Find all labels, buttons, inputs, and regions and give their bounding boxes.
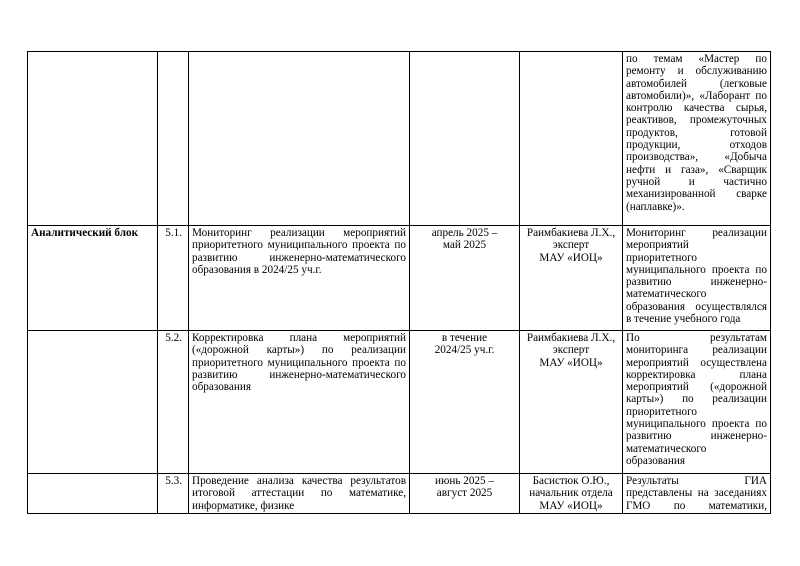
plan-table — [27, 51, 771, 514]
responsible-cell: Раимбакиева Л.Х., эксперт МАУ «ИОЦ» — [520, 331, 623, 474]
number-cell: 5.1. — [158, 226, 189, 331]
activity-cell: Проведение анализа качества результатов итоговой аттестации по математике, информатике, физике — [189, 474, 410, 514]
number-cell: 5.3. — [158, 474, 189, 514]
period-cell: апрель 2025 – май 2025 — [410, 226, 520, 331]
period-cell — [410, 52, 520, 226]
block-cell — [28, 474, 158, 514]
result-cell: По результатам мониторинга реализации мероприятий осуществлена корректировка плана мероприятий («дорожной карты») по реализации приоритетного муниципального проекта по развитию инженерно- математического образования — [623, 331, 771, 474]
block-cell — [28, 331, 158, 474]
number-cell: 5.2. — [158, 331, 189, 474]
responsible-cell: Басистюк О.Ю., начальник отдела МАУ «ИОЦ» — [520, 474, 623, 514]
result-cell: по темам «Мастер по ремонту и обслуживанию автомобилей (легковые автомобили)», «Лаборант по контролю качества сырья, реактивов, промежуточных продуктов, готовой продукции, отходов производства», «Добыча нефти и газа», «Сварщик ручной и частично механизированной сварке (наплавке)». — [623, 52, 771, 226]
table-row — [28, 474, 771, 514]
activity-cell — [189, 52, 410, 226]
responsible-cell: Раимбакиева Л.Х., эксперт МАУ «ИОЦ» — [520, 226, 623, 331]
table-row — [28, 331, 771, 474]
number-cell — [158, 52, 189, 226]
responsible-cell — [520, 52, 623, 226]
result-cell: Мониторинг реализации мероприятий приоритетного муниципального проекта по развитию инженерно- математического образования осуществлялся в течение учебного года — [623, 226, 771, 331]
block-cell: Аналитический блок — [28, 226, 158, 331]
activity-cell: Корректировка плана мероприятий («дорожной карты») по реализации приоритетного муниципального проекта по развитию инженерно-математического образования — [189, 331, 410, 474]
table-row — [28, 52, 771, 226]
activity-cell: Мониторинг реализации мероприятий приоритетного муниципального проекта по развитию инженерно-математического образования в 2024/25 уч.г. — [189, 226, 410, 331]
result-cell: Результаты ГИА представлены на заседаниях ГМО по математики, — [623, 474, 771, 514]
period-cell: в течение 2024/25 уч.г. — [410, 331, 520, 474]
period-cell: июнь 2025 – август 2025 — [410, 474, 520, 514]
block-cell — [28, 52, 158, 226]
table-row — [28, 226, 771, 331]
